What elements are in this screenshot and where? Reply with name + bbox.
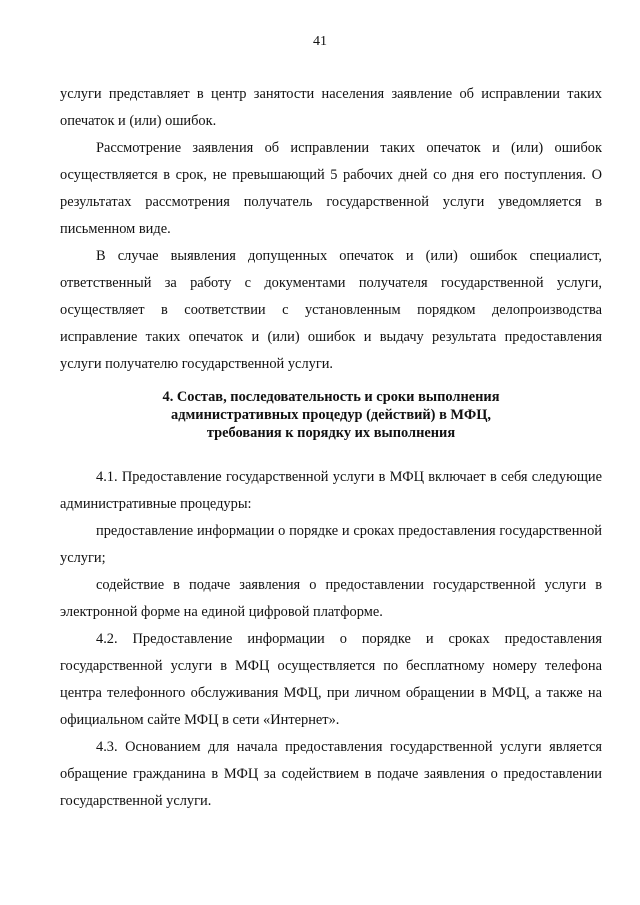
paragraph: 4.1. Предоставление государственной услуги в МФЦ включает в себя следующие административные процедуры: (60, 469, 602, 512)
paragraph: 4.3. Основанием для начала предоставления государственной услуги является обращение гражданина в МФЦ за содействием в подаче заявления о предоставлении государственной услуги. (60, 739, 602, 809)
paragraph: В случае выявления допущенных опечаток и (или) ошибок специалист, ответственный за работу с документами получателя государственной услуги, осуществляет в соответствии с установленным порядком делопроизводства исправление таких опечаток и (или) ошибок и выдачу результата предоставления услуги получателю государственной услуги. (60, 248, 602, 372)
paragraph: услуги представляет в центр занятости населения заявление об исправлении таких опечаток и (или) ошибок. (60, 86, 602, 129)
section-heading-line: 4. Состав, последовательность и сроки выполнения (162, 389, 500, 405)
section-heading-line: требования к порядку их выполнения (206, 425, 456, 441)
paragraph: предоставление информации о порядке и сроках предоставления государственной услуги; (60, 523, 602, 566)
text-block-continuation (60, 81, 602, 378)
text-block-section-4 (60, 464, 602, 815)
paragraph: Рассмотрение заявления об исправлении таких опечаток и (или) ошибок осуществляется в срок, не превышающий 5 рабочих дней со дня его поступления. О результатах рассмотрения получатель государственной услуги уведомляется в письменном виде. (60, 140, 602, 237)
section-heading (60, 388, 602, 442)
page-number: 41 (313, 34, 327, 49)
paragraph: 4.2. Предоставление информации о порядке и сроках предоставления государственной услуги в МФЦ осуществляется по бесплатному номеру телефона центра телефонного обслуживания МФЦ, при личном обращении в МФЦ, а также на официальном сайте МФЦ в сети «Интернет». (60, 631, 602, 728)
section-heading-line: административных процедур (действий) в МФЦ, (171, 407, 491, 423)
paragraph: содействие в подаче заявления о предоставлении государственной услуги в электронной форме на единой цифровой платформе. (60, 577, 602, 620)
